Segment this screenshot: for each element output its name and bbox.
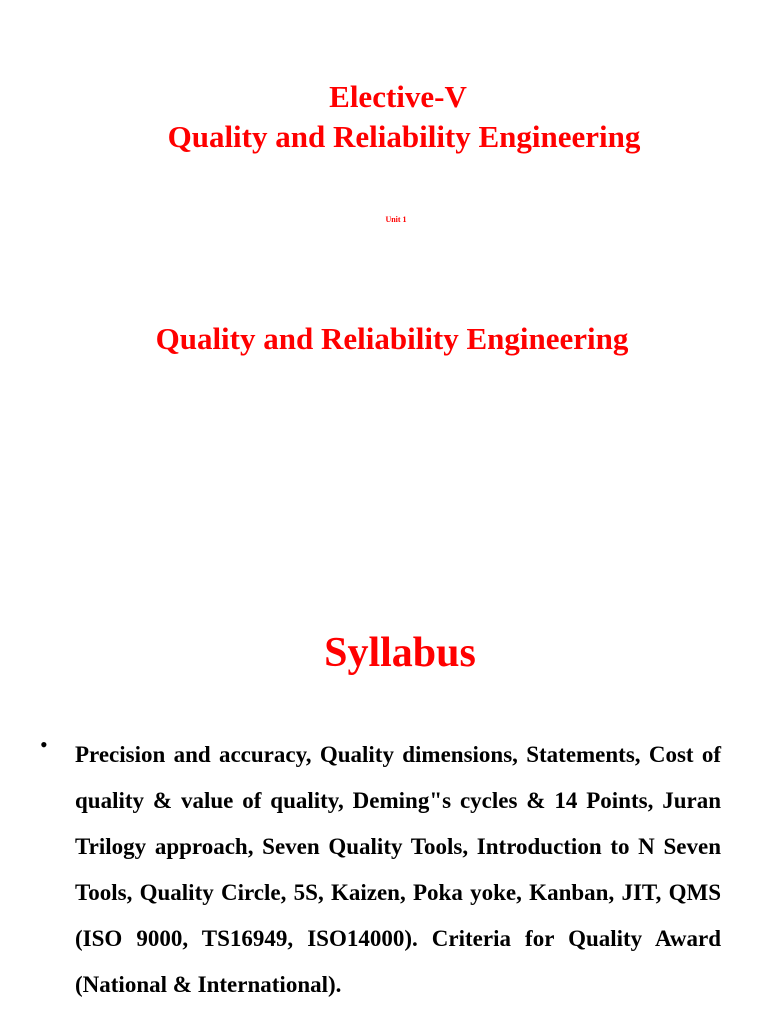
- unit-label: Unit 1: [385, 215, 407, 224]
- course-name-title: Quality and Reliability Engineering: [167, 119, 641, 154]
- syllabus-slide: [0, 576, 768, 1024]
- course-code-title: Elective-V: [329, 79, 467, 114]
- slide-subtitle: Quality and Reliability Engineering: [155, 321, 629, 356]
- bullet-marker: •: [40, 732, 48, 757]
- syllabus-heading: Syllabus: [324, 630, 476, 676]
- syllabus-bullet-text: Precision and accuracy, Quality dimensions, Statements, Cost of quality & value of quality, Deming"s cycles & 14 Points, Juran Trilogy approach, Seven Quality Tools, Introduction to N Seven Tools, Quality Circle, 5S, Kaizen, Poka yoke, Kanban, JIT, QMS (ISO 9000, TS16949, ISO14000). Criteria for Quality Award (National & International).: [75, 742, 721, 997]
